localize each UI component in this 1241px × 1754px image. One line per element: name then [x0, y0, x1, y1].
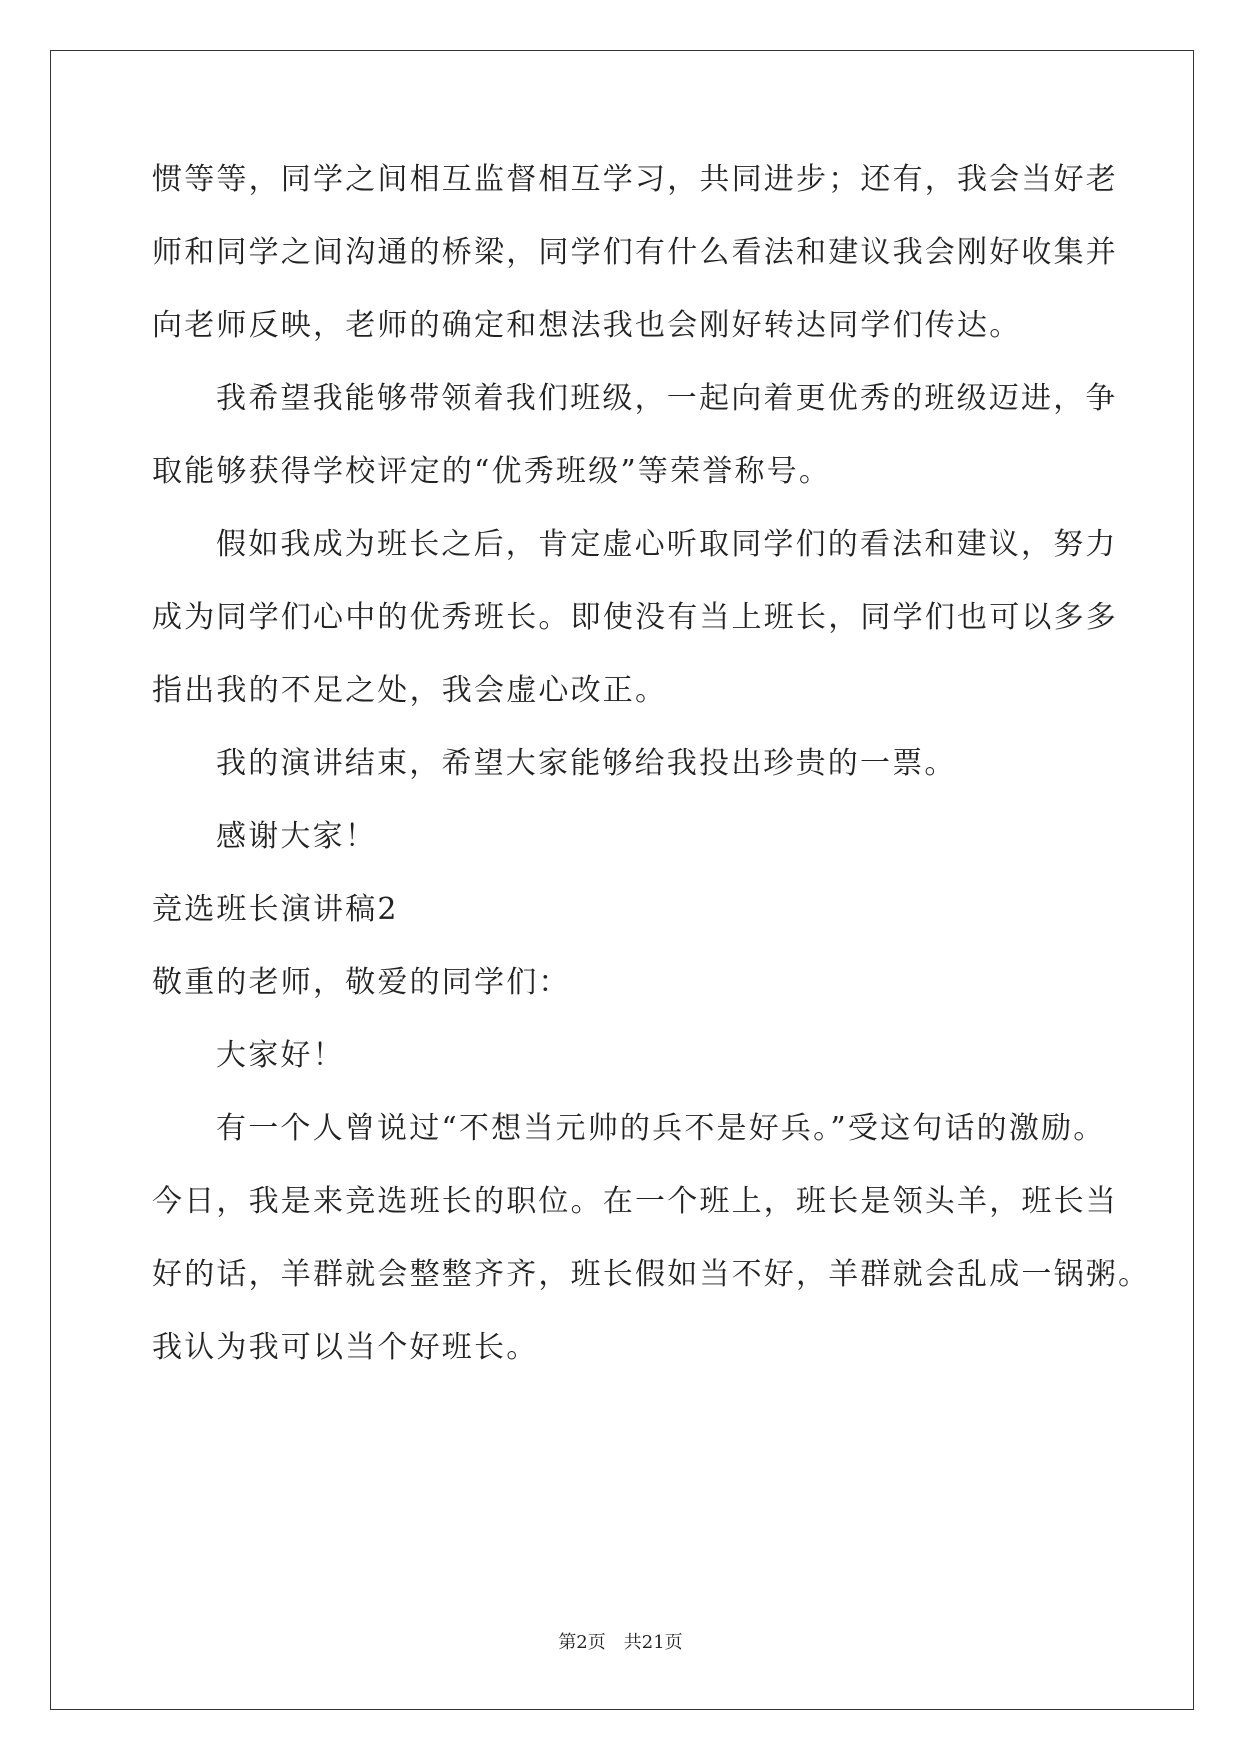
- text-line: 今日，我是来竞选班长的职位。在一个班上，班长是领头羊，班长当: [152, 1184, 1118, 1219]
- paragraph-start: 我希望我能够带领着我们班级，一起向着更优秀的班级迈进，争: [216, 381, 1118, 416]
- text-line: 师和同学之间沟通的桥梁，同学们有什么看法和建议我会刚好收集并: [152, 235, 1118, 270]
- text-line: 取能够获得学校评定的“优秀班级”等荣誉称号。: [152, 454, 832, 489]
- closing-thanks: 感谢大家！: [216, 819, 377, 854]
- text-line: 好的话，羊群就会整整齐齐，班长假如当不好，羊群就会乱成一锅粥。: [152, 1257, 1151, 1292]
- salutation: 敬重的老师，敬爱的同学们：: [152, 965, 571, 1000]
- page-footer: [0, 1628, 1241, 1654]
- text-line: 我认为我可以当个好班长。: [152, 1330, 539, 1365]
- text-line: 向老师反映，老师的确定和想法我也会刚好转达同学们传达。: [152, 308, 1022, 343]
- page-number: 第2页: [558, 1632, 606, 1653]
- paragraph-start: 假如我成为班长之后，肯定虚心听取同学们的看法和建议，努力: [216, 527, 1118, 562]
- section-title: 竞选班长演讲稿2: [152, 892, 399, 927]
- page-total: 共21页: [623, 1632, 683, 1653]
- text-line: 指出我的不足之处，我会虚心改正。: [152, 673, 668, 708]
- greeting: 大家好！: [216, 1038, 345, 1073]
- text-line: 成为同学们心中的优秀班长。即使没有当上班长，同学们也可以多多: [152, 600, 1118, 635]
- page-frame: [50, 50, 1194, 1710]
- paragraph-start: 有一个人曾说过“不想当元帅的兵不是好兵。”受这句话的激励。: [216, 1111, 1106, 1146]
- paragraph-start: 我的演讲结束，希望大家能够给我投出珍贵的一票。: [216, 746, 957, 781]
- text-line: 惯等等，同学之间相互监督相互学习，共同进步；还有，我会当好老: [152, 162, 1118, 197]
